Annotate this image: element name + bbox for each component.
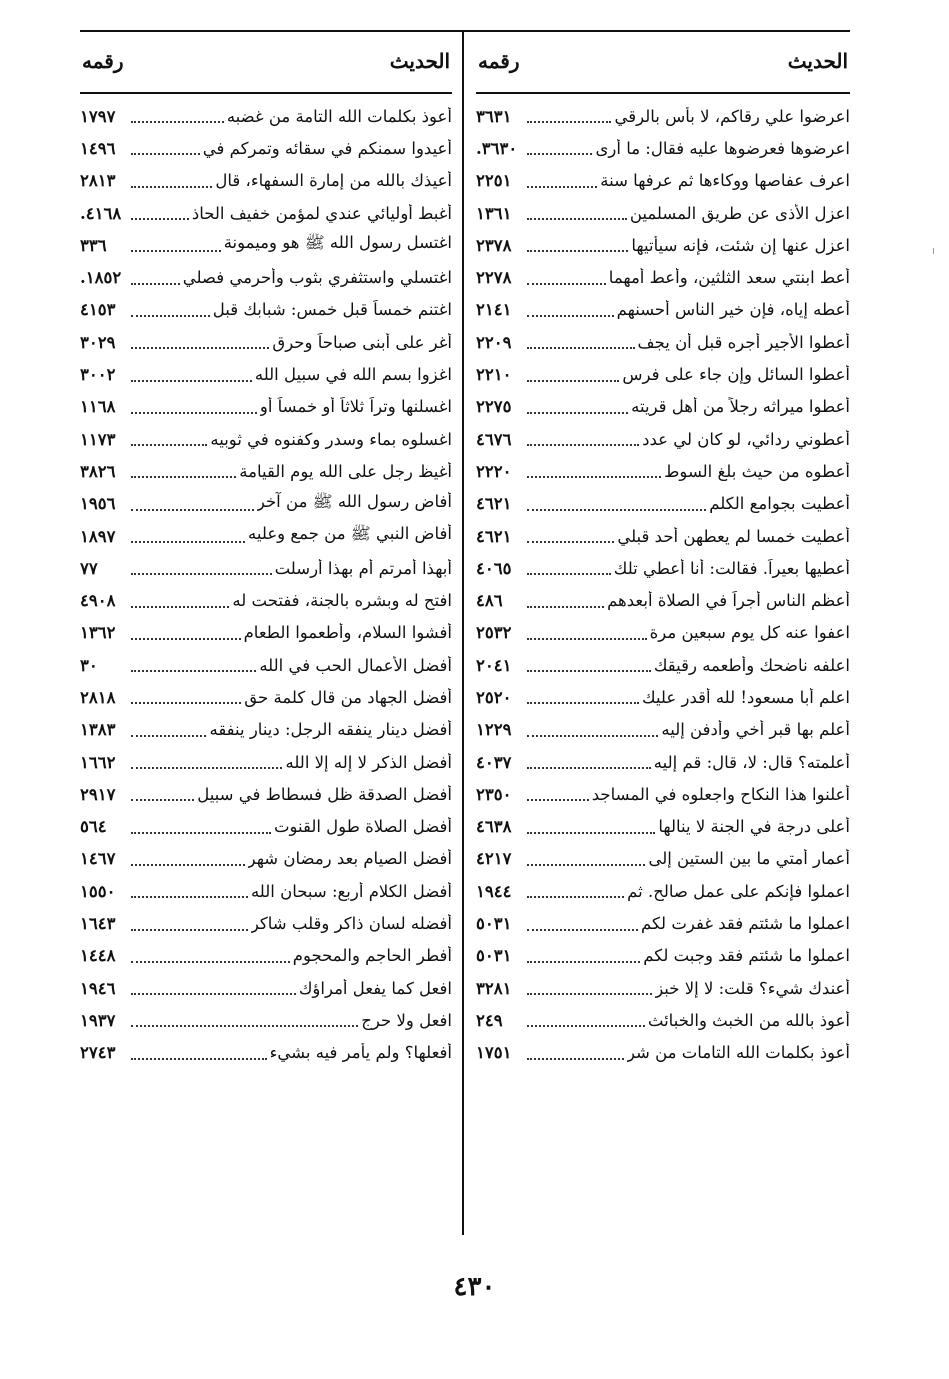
leader-dots xyxy=(527,1025,645,1027)
leader-dots xyxy=(527,832,655,834)
hadith-number: ٣٨٢٦ xyxy=(80,461,116,481)
leader-dots xyxy=(527,153,592,155)
index-column-left xyxy=(80,30,452,1069)
index-entry xyxy=(476,681,850,713)
index-entry xyxy=(80,746,452,778)
hadith-number: ٤٦٣٨ xyxy=(476,817,512,837)
hadith-text: أعطيت خمسا لم يعطهن أحد قبلي xyxy=(617,526,850,546)
index-entry xyxy=(80,584,452,616)
index-entry xyxy=(476,229,850,261)
index-entry xyxy=(476,1037,850,1069)
index-entry xyxy=(80,907,452,939)
hadith-number: ٤٠٣٧ xyxy=(476,752,512,772)
leader-dots xyxy=(527,670,651,672)
hadith-text: اعزل عنها إن شئت، فإنه سيأتيها xyxy=(631,235,850,255)
leader-dots xyxy=(131,476,236,478)
leader-dots xyxy=(527,476,661,478)
hadith-number: ٢٢٧٨ xyxy=(476,268,512,288)
hadith-text: أعيدوا سمنكم في سقائه وتمركم في xyxy=(202,138,452,158)
hadith-header: الحديث xyxy=(389,49,450,73)
index-entry xyxy=(80,455,452,487)
hadith-number: ٤٠٦٥ xyxy=(476,558,512,578)
leader-dots xyxy=(527,509,706,511)
hadith-text: أفضل الصيام بعد رمضان شهر xyxy=(247,849,452,869)
index-column-right xyxy=(476,30,850,1069)
hadith-number: ٣٢٨١ xyxy=(476,978,512,998)
hadith-number: ١٣٨٣ xyxy=(80,720,116,740)
index-entry xyxy=(80,326,452,358)
leader-dots xyxy=(527,799,589,801)
hadith-number: ٢٣٧٨ xyxy=(476,235,512,255)
leader-dots xyxy=(131,864,245,866)
hadith-number: ٤٦٢١ xyxy=(476,526,512,546)
hadith-number: ٥٠٣١ xyxy=(476,946,512,966)
number-header: رقمه xyxy=(478,49,520,73)
leader-dots xyxy=(131,993,296,995)
column-header-right xyxy=(476,30,850,94)
hadith-text: أعلمته؟ قال: لا، قال: قم إليه xyxy=(653,752,850,772)
page-number: ٤٣٠ xyxy=(453,1272,496,1302)
index-entry xyxy=(80,552,452,584)
index-entry xyxy=(80,811,452,843)
hadith-text: اعرف عفاصها ووكاءها ثم عرفها سنة xyxy=(600,171,850,191)
index-entry xyxy=(476,391,850,423)
hadith-number: ٢٤٩ xyxy=(476,1010,503,1030)
column-divider xyxy=(462,30,464,1235)
leader-dots xyxy=(131,606,229,608)
leader-dots xyxy=(527,993,652,995)
index-entry xyxy=(476,972,850,1004)
hadith-number: ١٣٦٢ xyxy=(80,623,116,643)
hadith-text: أعيذك بالله من إمارة السفهاء، قال xyxy=(215,171,452,191)
hadith-number: ١٥٥٠ xyxy=(80,881,116,901)
index-entry xyxy=(476,197,850,229)
hadith-text: أفاض رسول الله ﷺ من آخر xyxy=(256,491,452,511)
hadith-text: اغتسل رسول الله ﷺ هو وميمونة xyxy=(223,233,452,253)
leader-dots xyxy=(131,380,252,382)
index-entry xyxy=(476,294,850,326)
leader-dots xyxy=(131,153,200,155)
index-entry xyxy=(476,326,850,358)
hadith-text: أعطوا السائل وإن جاء على فرس xyxy=(622,365,850,385)
leader-dots xyxy=(131,541,245,543)
hadith-text: أعطوه من حيث بلغ السوط xyxy=(664,461,850,481)
hadith-number: ١٣٦١ xyxy=(476,203,512,223)
hadith-text: أغيظ رجل على الله يوم القيامة xyxy=(239,461,452,481)
hadith-number: ٢٩١٧ xyxy=(80,784,116,804)
leader-dots xyxy=(527,606,604,608)
hadith-text: اعرضوا علي رقاكم، لا بأس بالرقي xyxy=(614,106,850,126)
hadith-text: اعفوا عنه كل يوم سبعين مرة xyxy=(649,623,850,643)
index-entry xyxy=(476,1004,850,1036)
index-entry xyxy=(80,843,452,875)
hadith-number: ١١٧٣ xyxy=(80,429,116,449)
index-entry xyxy=(80,778,452,810)
hadith-text: اغزوا بسم الله في سبيل الله xyxy=(254,365,452,385)
index-entry xyxy=(476,488,850,520)
hadith-text: أعطيت بجوامع الكلم xyxy=(709,494,850,514)
index-entry xyxy=(476,746,850,778)
index-entry xyxy=(80,714,452,746)
leader-dots xyxy=(131,961,290,963)
hadith-number: ١٤٩٦ xyxy=(80,138,116,158)
leader-dots xyxy=(527,218,627,220)
index-entry xyxy=(80,100,452,132)
margin-mark xyxy=(933,248,934,254)
hadith-text: أعوذ بكلمات الله التامة من غضبه xyxy=(226,106,452,126)
hadith-number: ٣٠ xyxy=(80,655,98,675)
hadith-text: افتح له وبشره بالجنة، ففتحت له xyxy=(232,591,452,611)
index-entry xyxy=(80,488,452,520)
leader-dots xyxy=(527,864,645,866)
hadith-text: أعلنوا هذا النكاح واجعلوه في المساجد xyxy=(591,784,850,804)
leader-dots xyxy=(131,767,282,769)
index-entry xyxy=(476,132,850,164)
hadith-number: ٢٣٥٠ xyxy=(476,784,512,804)
index-entry xyxy=(476,875,850,907)
index-entry xyxy=(476,261,850,293)
index-entry xyxy=(80,617,452,649)
leader-dots xyxy=(131,412,257,414)
index-entry xyxy=(80,391,452,423)
hadith-text: اعزل الأذى عن طريق المسلمين xyxy=(629,203,850,223)
hadith-text: أفضل الصلاة طول القنوت xyxy=(273,817,452,837)
index-entry xyxy=(476,552,850,584)
leader-dots xyxy=(527,929,638,931)
hadith-text: اعملوا ما شئتم فقد وجبت لكم xyxy=(643,946,850,966)
hadith-text: أعلى درجة في الجنة لا ينالها xyxy=(658,817,850,837)
hadith-number: ٣٣٦ xyxy=(80,235,107,255)
hadith-text: اعملوا ما شئتم فقد غفرت لكم xyxy=(640,914,850,934)
hadith-number: ٢٥٣٢ xyxy=(476,623,512,643)
leader-dots xyxy=(131,121,224,123)
index-rows-right xyxy=(476,94,850,1069)
hadith-text: أفضل الجهاد من قال كلمة حق xyxy=(244,687,452,707)
index-entry xyxy=(80,1004,452,1036)
hadith-text: أعوذ بالله من الخبث والخبائث xyxy=(647,1010,850,1030)
leader-dots xyxy=(131,283,180,285)
hadith-number: ٢٨١٣ xyxy=(80,171,116,191)
hadith-number: ٢٢١٠ xyxy=(476,365,512,385)
hadith-text: أعطوا ميراثه رجلاً من أهل قريته xyxy=(631,397,850,417)
index-entry xyxy=(476,520,850,552)
hadith-number: ١٩٤٦ xyxy=(80,978,116,998)
hadith-number: ٢٥٢٠ xyxy=(476,687,512,707)
hadith-text: أعندك شيء؟ قلت: لا إلا خبز xyxy=(655,978,850,998)
index-entry xyxy=(80,520,452,552)
hadith-number: ٤١٦٨. xyxy=(80,203,122,223)
index-entry xyxy=(476,843,850,875)
index-entry xyxy=(476,907,850,939)
leader-dots xyxy=(131,218,189,220)
index-entry xyxy=(80,649,452,681)
leader-dots xyxy=(131,1025,358,1027)
leader-dots xyxy=(527,702,639,704)
hadith-text: افعل ولا حرج xyxy=(361,1010,452,1030)
hadith-number: ٢٢٠٩ xyxy=(476,332,512,352)
hadith-number: ٢٠٤١ xyxy=(476,655,512,675)
leader-dots xyxy=(527,283,606,285)
hadith-text: اعلم أبا مسعود! لله أقدر عليك xyxy=(642,687,850,707)
hadith-number: ٣٠٢٩ xyxy=(80,332,116,352)
leader-dots xyxy=(527,1058,624,1060)
hadith-text: أفاض النبي ﷺ من جمع وعليه xyxy=(248,524,452,543)
hadith-number: ٢٢٢٠ xyxy=(476,461,512,481)
hadith-number: ٢٧٤٣ xyxy=(80,1043,116,1063)
index-entry xyxy=(80,294,452,326)
hadith-number: ٥٦٤ xyxy=(80,817,107,837)
index-entry xyxy=(80,165,452,197)
hadith-number: ١٦٦٢ xyxy=(80,752,116,772)
leader-dots xyxy=(527,186,597,188)
hadith-number: ٢٨١٨ xyxy=(80,687,116,707)
hadith-text: أعظم الناس أجراً في الصلاة أبعدهم xyxy=(607,591,850,611)
leader-dots xyxy=(131,896,248,898)
leader-dots xyxy=(527,315,614,317)
hadith-number: ١٧٩٧ xyxy=(80,106,116,126)
leader-dots xyxy=(131,832,271,834)
index-entry xyxy=(80,1037,452,1069)
hadith-number: ٣٠٠٢ xyxy=(80,365,116,385)
index-entry xyxy=(476,811,850,843)
leader-dots xyxy=(131,347,269,349)
index-entry xyxy=(476,358,850,390)
index-entry xyxy=(80,132,452,164)
hadith-number: ١٧٥١ xyxy=(476,1043,512,1063)
hadith-text: أفضل الذكر لا إله إلا الله xyxy=(285,752,452,772)
hadith-number: ١٢٢٩ xyxy=(476,720,512,740)
hadith-text: أفعلها؟ ولم يأمر فيه بشيء xyxy=(269,1043,452,1063)
index-entry xyxy=(80,358,452,390)
index-entry xyxy=(476,423,850,455)
leader-dots xyxy=(131,315,210,317)
hadith-number: ١٨٥٢. xyxy=(80,268,122,288)
hadith-text: افعل كما يفعل أمراؤك xyxy=(298,978,452,998)
index-entry xyxy=(80,197,452,229)
hadith-number: ١٩٤٤ xyxy=(476,881,512,901)
hadith-text: أفضل الكلام أربع: سبحان الله xyxy=(250,881,452,901)
index-entry xyxy=(80,875,452,907)
hadith-text: أفضل دينار ينفقه الرجل: دينار ينفقه xyxy=(209,720,452,740)
index-entry xyxy=(80,940,452,972)
hadith-number: ١٩٣٧ xyxy=(80,1010,116,1030)
hadith-text: اعرضوها فعرضوها عليه فقال: ما أرى xyxy=(595,138,850,158)
index-entry xyxy=(476,940,850,972)
index-entry xyxy=(80,681,452,713)
hadith-text: اعملوا فإنكم على عمل صالح. ثم xyxy=(627,881,850,901)
leader-dots xyxy=(527,380,619,382)
leader-dots xyxy=(131,186,212,188)
leader-dots xyxy=(131,250,221,252)
hadith-number: ١٤٤٨ xyxy=(80,946,116,966)
hadith-number: ٤٨٦ xyxy=(476,591,503,611)
hadith-number: ١٩٥٦ xyxy=(80,494,116,514)
leader-dots xyxy=(527,412,628,414)
index-entry xyxy=(476,617,850,649)
leader-dots xyxy=(131,509,254,511)
hadith-text: أفضله لسان ذاكر وقلب شاكر xyxy=(250,914,452,934)
leader-dots xyxy=(131,929,248,931)
hadith-text: أعطوا الأجير أجره قبل أن يجف xyxy=(637,332,850,352)
hadith-number: ٢٢٧٥ xyxy=(476,397,512,417)
hadith-text: اعلفه ناضحك وأطعمه رقيقك xyxy=(653,655,850,675)
hadith-text: أفضل الصدقة ظل فسطاط في سبيل xyxy=(197,784,452,804)
index-entry xyxy=(80,423,452,455)
hadith-number: ١٤٦٧ xyxy=(80,849,116,869)
leader-dots xyxy=(527,638,647,640)
leader-dots xyxy=(131,638,241,640)
hadith-text: أعط ابنتي سعد الثلثين، وأعط أمهما xyxy=(608,268,850,288)
hadith-text: أفضل الأعمال الحب في الله xyxy=(259,655,452,675)
leader-dots xyxy=(527,896,624,898)
hadith-number: ٢١٤١ xyxy=(476,300,512,320)
hadith-text: أعوذ بكلمات الله التامات من شر xyxy=(626,1043,850,1063)
index-entry xyxy=(476,778,850,810)
hadith-text: أعطيها بعيراً. فقالت: أنا أعطي تلك xyxy=(613,558,850,578)
column-header-left xyxy=(80,30,452,94)
hadith-number: ٧٧ xyxy=(80,558,98,578)
leader-dots xyxy=(131,670,256,672)
index-entry xyxy=(476,455,850,487)
hadith-text: أعمار أمتي ما بين الستين إلى xyxy=(648,849,850,869)
hadith-text: أبهذا أمرتم أم بهذا أرسلت xyxy=(274,558,452,578)
leader-dots xyxy=(527,573,611,575)
hadith-number: ٤٩٠٨ xyxy=(80,591,116,611)
hadith-number: ٣٦٣١ xyxy=(476,106,512,126)
leader-dots xyxy=(527,767,651,769)
leader-dots xyxy=(131,702,241,704)
leader-dots xyxy=(131,735,206,737)
leader-dots xyxy=(527,541,614,543)
index-entry xyxy=(80,972,452,1004)
hadith-text: أفطر الحاجم والمحجوم xyxy=(292,946,452,966)
leader-dots xyxy=(527,961,640,963)
hadith-text: اغسلوه بماء وسدر وكفنوه في ثوبيه xyxy=(210,429,452,449)
hadith-number: ٤١٥٣ xyxy=(80,300,116,320)
index-entry xyxy=(476,584,850,616)
hadith-text: أفشوا السلام، وأطعموا الطعام xyxy=(243,623,452,643)
leader-dots xyxy=(527,347,635,349)
hadith-text: أغر على أبنى صباحاً وحرق xyxy=(272,332,452,352)
leader-dots xyxy=(131,444,207,446)
leader-dots xyxy=(527,250,628,252)
leader-dots xyxy=(131,573,272,575)
hadith-text: اغتسلي واستثفري بثوب وأحرمي فصلي xyxy=(182,268,452,288)
hadith-number: ٤٦٧٦ xyxy=(476,429,512,449)
hadith-number: ١٦٤٣ xyxy=(80,914,116,934)
hadith-text: أعلم بها قبر أخي وأدفن إليه xyxy=(661,720,850,740)
index-entry xyxy=(476,714,850,746)
number-header: رقمه xyxy=(82,49,124,73)
hadith-number: ١١٦٨ xyxy=(80,397,116,417)
hadith-text: أغبط أوليائي عندي لمؤمن خفيف الحاذ xyxy=(191,203,452,223)
index-entry xyxy=(476,165,850,197)
leader-dots xyxy=(527,735,658,737)
leader-dots xyxy=(131,799,194,801)
index-entry xyxy=(80,229,452,261)
hadith-number: ٤٦٢١ xyxy=(476,494,512,514)
leader-dots xyxy=(527,444,639,446)
index-rows-left xyxy=(80,94,452,1069)
hadith-text: اغتنم خمساً قبل خمس: شبابك قبل xyxy=(212,300,452,320)
hadith-text: أعطه إياه، فإن خير الناس أحسنهم xyxy=(616,300,850,320)
hadith-number: ١٨٩٧ xyxy=(80,526,116,546)
hadith-number: ٥٠٣١ xyxy=(476,914,512,934)
hadith-number: ٢٢٥١ xyxy=(476,171,512,191)
hadith-number: ٣٦٣٠. xyxy=(476,138,518,158)
hadith-header: الحديث xyxy=(787,49,848,73)
leader-dots xyxy=(131,1058,267,1060)
index-entry xyxy=(476,100,850,132)
index-entry xyxy=(80,261,452,293)
hadith-text: اغسلنها وتراً ثلاثاً أو خمساً أو xyxy=(259,397,452,417)
hadith-text: أعطوني ردائي، لو كان لي عدد xyxy=(642,429,850,449)
hadith-number: ٤٢١٧ xyxy=(476,849,512,869)
index-entry xyxy=(476,649,850,681)
leader-dots xyxy=(527,121,611,123)
